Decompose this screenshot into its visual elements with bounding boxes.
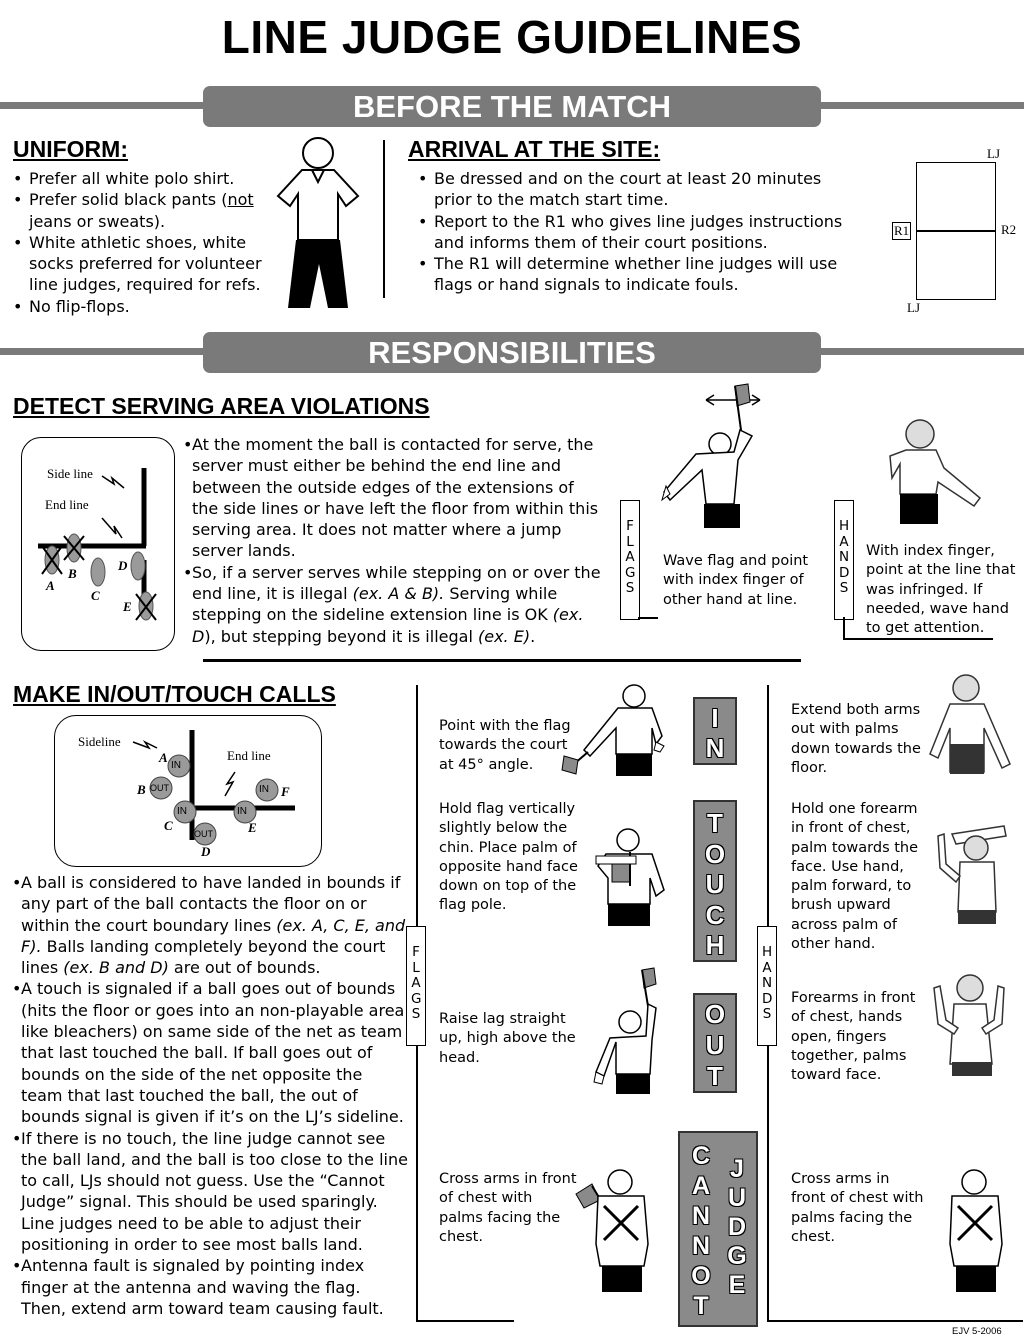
side-line-label: Side line <box>47 466 93 481</box>
serving-paragraph: • At the moment the ball is contacted for serve, the server must either be behind the end line and between the outside edges of the extensions of the side lines or have left the floor from within this serving area. It does not matter where a jump server lands. <box>184 434 604 562</box>
lj-bottom-label: LJ <box>907 300 920 315</box>
inout-paragraph: • If there is no touch, the line judge cannot see the ball land, and the ball is too close to the line to call, LJs should not guess. Use the “Cannot Judge” signal. This should be used sparingly. Line judges need to be able to adjust their positioning in order to see most balls land. <box>13 1128 408 1256</box>
flags-serving-description: Wave flag and point with index finger of other hand at line. <box>663 553 809 608</box>
pos-d-label: D <box>201 844 211 859</box>
uniform-item: • White athletic shoes, white socks preferred for volunteer line judges, required for refs. <box>13 232 275 296</box>
flag-cannot-judge-figure-icon <box>572 1164 662 1294</box>
arrival-item: • Report to the R1 who gives line judges instructions and informs them of their court positions. <box>418 211 863 254</box>
uniform-heading: UNIFORM: <box>13 136 128 162</box>
signal-touch-label: TOUCH <box>693 800 737 962</box>
pos-a-label: A <box>46 578 55 593</box>
flag-pointing-figure-icon <box>618 382 768 532</box>
flag-in-figure-icon <box>560 680 680 780</box>
inout-text <box>13 872 408 1319</box>
lj-top-label: LJ <box>987 146 1000 161</box>
divider-vertical <box>383 140 385 298</box>
flag-cannot-judge-description: Cross arms in front of chest with palms facing the chest. <box>439 1171 577 1245</box>
pos-f-label: F <box>281 784 290 799</box>
uniform-item: • No flip-flops. <box>13 296 275 317</box>
hand-cannot-judge-description: Cross arms in front of chest with palms facing the chest. <box>791 1171 924 1245</box>
court-net-line <box>916 230 996 232</box>
flags-column-bottom <box>416 1320 514 1322</box>
pos-b-label: B <box>68 566 77 581</box>
pos-c-label: C <box>91 588 100 603</box>
arrival-list <box>418 168 863 296</box>
section-header-responsibilities: RESPONSIBILITIES <box>203 332 821 373</box>
hand-touch-description: Hold one forearm in front of chest, palm towards the face. Use hand, palm forward, to brush upward across palm of other hand. <box>791 801 919 953</box>
hand-in-figure-icon <box>928 672 1014 782</box>
ball-in-label: IN <box>171 760 181 771</box>
serving-diagram-lines <box>22 438 174 650</box>
hands-tab: HANDS <box>834 500 854 620</box>
pos-e-label: E <box>248 820 257 835</box>
divider-horizontal <box>203 659 801 662</box>
uniform-figure-icon <box>272 136 362 312</box>
signal-in-label: IN <box>693 697 737 765</box>
r2-label: R2 <box>1001 222 1017 237</box>
pos-c-label: C <box>164 818 173 833</box>
signal-cannot-judge-label <box>678 1131 758 1327</box>
serving-area-diagram <box>21 437 175 651</box>
hands-tab: HANDS <box>757 926 777 1046</box>
signal-cannot-word: CANNOT <box>691 1142 711 1320</box>
hands-column-bottom <box>767 1320 1023 1322</box>
r1-label: R1 <box>894 223 910 238</box>
flags-tab-tick <box>638 617 658 619</box>
uniform-item: • Prefer all white polo shirt. <box>13 168 275 189</box>
end-line-label: End line <box>45 497 89 512</box>
flag-out-description: Raise lag straight up, high above the head. <box>439 1011 576 1066</box>
hand-cannot-judge-figure-icon <box>936 1164 1016 1294</box>
serving-text <box>184 434 604 647</box>
section-header-before: BEFORE THE MATCH <box>203 86 821 127</box>
end-line-label: End line <box>227 748 271 763</box>
uniform-item: • Prefer solid black pants (not jeans or sweats). <box>13 189 275 232</box>
inout-paragraph: • A ball is considered to have landed in bounds if any part of the ball contacts the floor on or within the court boundary lines (ex. A, C, E, and F). Balls landing completely beyond the court lines (ex. B and D) are out of bounds. <box>13 872 408 978</box>
ball-out-label: OUT <box>194 829 213 839</box>
ball-in-label: IN <box>237 806 247 817</box>
hand-pointing-figure-icon <box>876 416 986 532</box>
arrival-item: • The R1 will determine whether line judges will use flags or hand signals to indicate fouls. <box>418 253 863 296</box>
hand-out-figure-icon <box>928 968 1014 1078</box>
ball-in-label: IN <box>259 784 269 795</box>
pos-a-label: A <box>159 750 168 765</box>
flag-touch-description: Hold flag vertically slightly below the chin. Place palm of opposite hand face down on top of the flag pole. <box>439 801 578 914</box>
arrival-item: • Be dressed and on the court at least 20 minutes prior to the match start time. <box>418 168 863 211</box>
hand-in-description: Extend both arms out with palms down towards the floor. <box>791 702 921 776</box>
serving-heading: DETECT SERVING AREA VIOLATIONS <box>13 393 430 419</box>
arrival-heading: ARRIVAL AT THE SITE: <box>408 136 661 162</box>
inout-paragraph: • Antenna fault is signaled by pointing index finger at the antenna and waving the flag. Then, extend arm toward team causing fault. <box>13 1255 408 1319</box>
flag-in-description: Point with the flag towards the court at 45° angle. <box>439 718 571 773</box>
court-position-diagram <box>890 146 1020 316</box>
flag-out-figure-icon <box>590 966 680 1096</box>
footer-code: EJV 5-2006 <box>952 1326 1002 1337</box>
pos-e-label: E <box>123 599 132 614</box>
hands-serving-description: With index finger, point at the line that was infringed. If needed, wave hand to get attention. <box>866 543 1016 637</box>
hand-touch-figure-icon <box>934 816 1014 928</box>
hands-tab-line <box>843 617 845 639</box>
inout-heading: MAKE IN/OUT/TOUCH CALLS <box>13 681 336 707</box>
hand-out-description: Forearms in front of chest, hands open, fingers together, palms toward face. <box>791 990 916 1084</box>
inout-diagram <box>54 715 322 867</box>
inout-paragraph: • A touch is signaled if a ball goes out of bounds (hits the floor or goes into an non-playable area like bleachers) on same side of the net as team that last touched the ball. If ball goes out of bounds on the side of the net opposite the team that last touched the ball, the out of bounds signal is given if it’s on the LJ’s sideline. <box>13 978 408 1127</box>
pos-d-label: D <box>118 558 128 573</box>
signal-judge-word: JUDGE <box>727 1155 747 1299</box>
ball-out-label: OUT <box>150 783 169 793</box>
flags-tab: FLAGS <box>406 926 426 1046</box>
ball-in-label: IN <box>177 806 187 817</box>
uniform-list <box>13 168 275 317</box>
serving-paragraph: • So, if a server serves while stepping on or over the end line, it is illegal (ex. A & B). Serving while stepping on the sideline extension line is OK (ex. D), but stepping beyond it is illegal (ex. E). <box>184 562 604 647</box>
signal-out-label: OUT <box>693 993 737 1093</box>
flag-touch-figure-icon <box>592 826 672 930</box>
pos-b-label: B <box>137 782 146 797</box>
page-title: LINE JUDGE GUIDELINES <box>221 11 803 63</box>
sideline-label: Sideline <box>78 734 121 749</box>
flags-tab: FLAGS <box>620 500 640 620</box>
